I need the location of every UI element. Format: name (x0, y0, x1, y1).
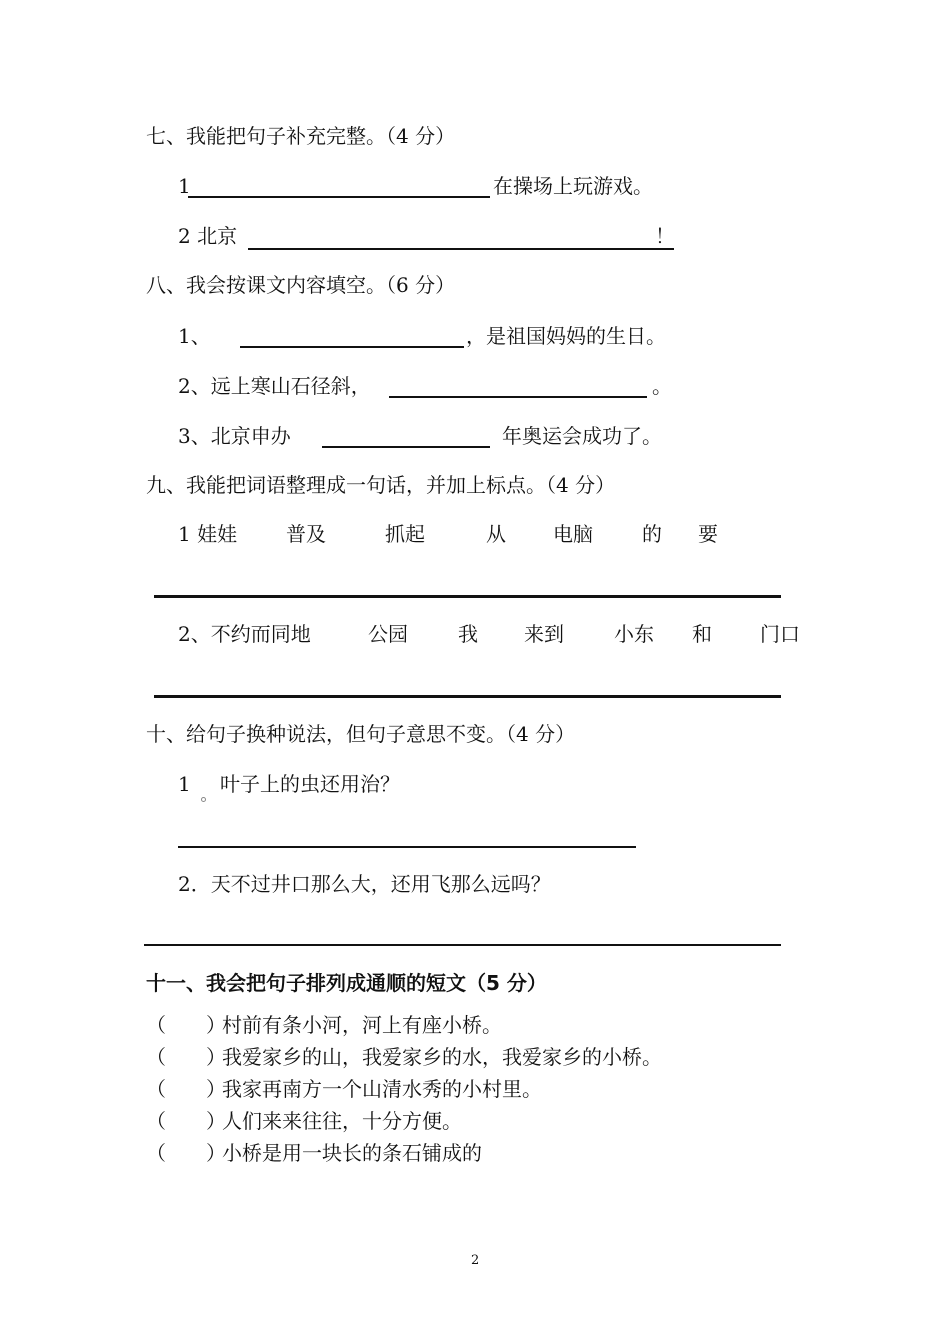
s9-q2-word: 公园 (368, 622, 408, 646)
small-circle-mark (201, 797, 206, 802)
s8-item-2-blank[interactable] (389, 396, 647, 398)
s9-q1-word: 要 (698, 522, 718, 546)
s11-order-blank[interactable]: （ ） (146, 1141, 226, 1165)
section-11-heading: 十一、我会把句子排列成通顺的短文（5 分） (146, 971, 547, 995)
section-8-heading: 八、我会按课文内容填空。（6 分） (146, 273, 456, 297)
s9-q2-word: 2、不约而同地 (178, 622, 311, 646)
s8-item-1-prefix: 1、 (178, 324, 211, 348)
s9-q1-answer-line[interactable] (154, 595, 781, 598)
s8-item-2-suffix: 。 (652, 374, 672, 398)
s7-item-2-number: 2 北京 (178, 224, 238, 248)
s11-order-blank[interactable]: （ ） (146, 1045, 226, 1069)
s8-item-2-prefix: 2、远上寒山石径斜， (178, 374, 371, 398)
s8-item-3-suffix: 年奥运会成功了。 (502, 424, 662, 448)
s9-q2-word: 来到 (524, 622, 564, 646)
page-number: 2 (471, 1253, 480, 1268)
s7-item-1-blank[interactable] (188, 196, 490, 198)
s8-item-3-prefix: 3、北京申办 (178, 424, 291, 448)
s7-item-2-blank[interactable] (248, 248, 674, 250)
s11-sentence: 人们来来往往，十分方便。 (222, 1109, 462, 1133)
s9-q1-word: 普及 (286, 522, 326, 546)
s11-order-blank[interactable]: （ ） (146, 1077, 226, 1101)
s9-q2-word: 门口 (760, 622, 800, 646)
s11-sentence: 小桥是用一块长的条石铺成的 (222, 1141, 482, 1165)
s9-q2-answer-line[interactable] (154, 695, 781, 698)
s9-q1-word: 抓起 (385, 522, 425, 546)
section-7-heading: 七、我能把句子补充完整。（4 分） (146, 124, 456, 148)
s7-item-2-suffix: ！ (655, 224, 675, 248)
s7-item-1-number: 1 (178, 174, 191, 198)
s8-item-3-blank[interactable] (322, 446, 490, 448)
s8-item-1-suffix: ，是祖国妈妈的生日。 (466, 324, 666, 348)
s10-q2-answer-line[interactable] (144, 944, 781, 946)
section-10-heading: 十、给句子换种说法，但句子意思不变。（4 分） (146, 722, 576, 746)
section-9-heading: 九、我能把词语整理成一句话，并加上标点。（4 分） (146, 473, 616, 497)
s11-order-blank[interactable]: （ ） (146, 1109, 226, 1133)
s9-q1-word: 1 娃娃 (178, 522, 238, 546)
s9-q2-word: 我 (458, 622, 478, 646)
s8-item-1-blank[interactable] (240, 346, 464, 348)
s10-q1-text: 叶子上的虫还用治？ (220, 772, 400, 796)
s11-sentence: 我家再南方一个山清水秀的小村里。 (222, 1077, 542, 1101)
s9-q2-word: 小东 (614, 622, 654, 646)
s9-q1-word: 电脑 (553, 522, 593, 546)
s9-q1-word: 从 (486, 522, 506, 546)
s10-q1-answer-line[interactable] (178, 846, 636, 848)
s10-q2-text: 2．天不过井口那么大，还用飞那么远吗？ (178, 872, 551, 896)
s11-order-blank[interactable]: （ ） (146, 1013, 226, 1037)
s11-sentence: 村前有条小河，河上有座小桥。 (222, 1013, 502, 1037)
s10-q1-number: 1 (178, 772, 191, 796)
s7-item-1-suffix: 在操场上玩游戏。 (493, 174, 653, 198)
s11-sentence: 我爱家乡的山，我爱家乡的水，我爱家乡的小桥。 (222, 1045, 662, 1069)
s9-q2-word: 和 (692, 622, 712, 646)
s9-q1-word: 的 (642, 522, 662, 546)
